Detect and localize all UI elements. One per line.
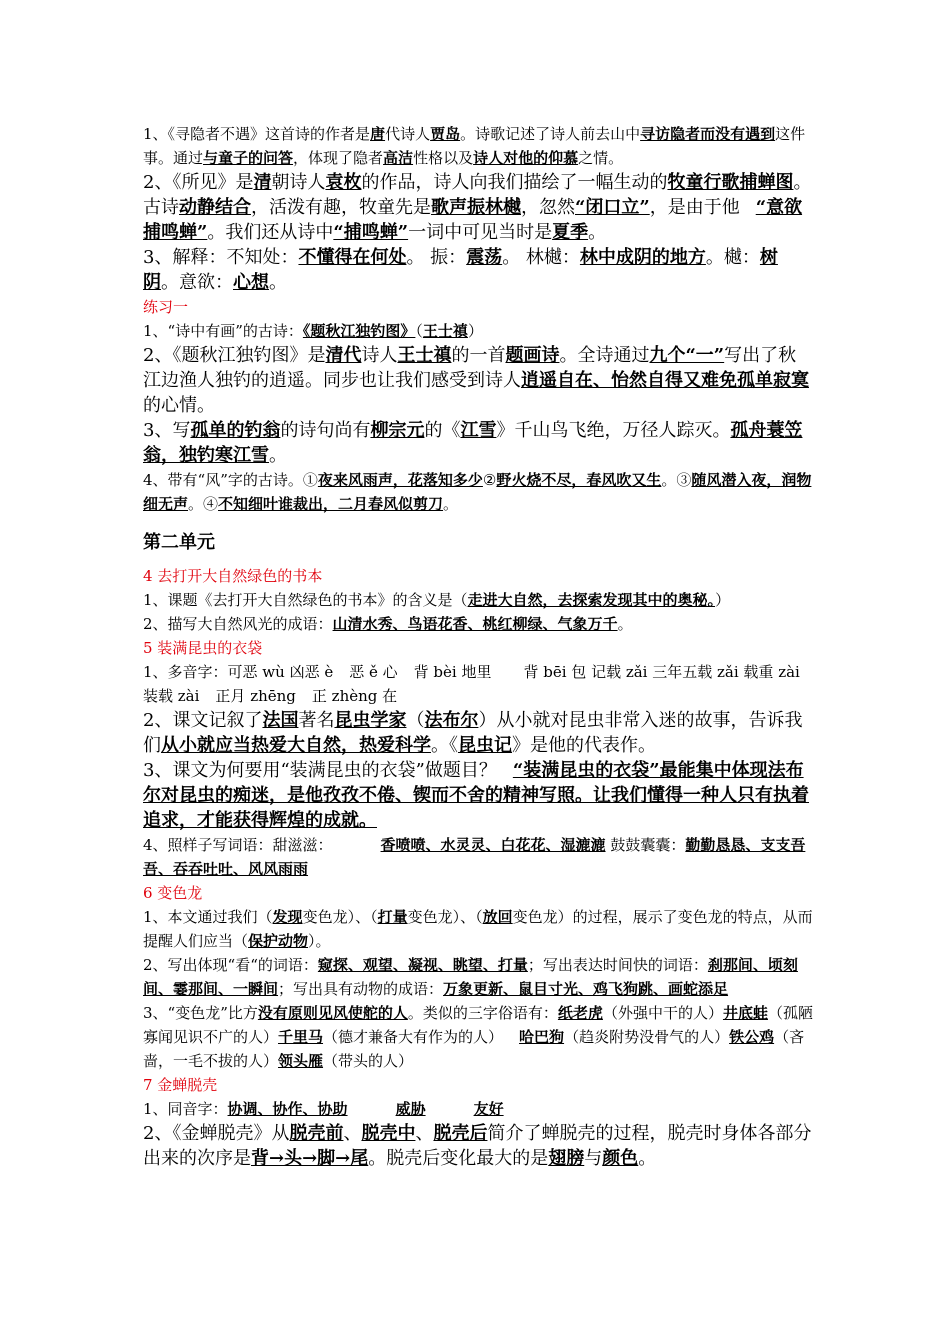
poem-q1: 1、《寻隐者不遇》这首诗的作者是唐代诗人贾岛。诗歌记述了诗人前去山中寻访隐者而没有遇到这件事。通过与童子的问答，体现了隐者高洁性格以及诗人对他的仰慕之情。 [143,125,806,167]
lesson-6-q1: 1、本文通过我们（发现变色龙）、（打量变色龙）、（放回变色龙）的过程，展示了变色龙的特点，从而提醒人们应当（保护动物）。 [143,908,813,950]
lesson-7-q1: 1、同音字：协调、协作、协助 威胁 友好 [143,1100,504,1118]
practice-q2: 2、《题秋江独钓图》是清代诗人王士禛的一首题画诗。全诗通过九个“一”写出了秋江边渔人独钓的逍遥。同步也让我们感受到诗人逍遥自在、怡然自得又难免孤单寂寞的心情。 [143,345,809,416]
lesson-4-title: 4 去打开大自然绿色的书本 [143,567,323,585]
practice-one-heading: 练习一 [143,298,189,316]
poem-q3: 3、解释：不知处：不懂得在何处。 振：震荡。 林樾：林中成阴的地方。樾：树阴。意欲：心想。 [143,247,778,293]
lesson-6-q2: 2、写出体现“看“的词语：窥探、观望、凝视、眺望、打量；写出表达时间快的词语：刹那间、顷刻间、霎那间、一瞬间；写出具有动物的成语：万象更新、鼠目寸光、鸡飞狗跳、画蛇添足 [143,956,798,998]
document-page [143,122,813,1171]
lesson-4-q2: 2、描写大自然风光的成语：山清水秀、鸟语花香、桃红柳绿、气象万千。 [143,615,633,633]
practice-q1: 1、“诗中有画”的古诗：《题秋江独钓图》（王士禛） [143,322,483,340]
unit-two-heading: 第二单元 [143,532,215,553]
lesson-5-title: 5 装满昆虫的衣袋 [143,639,263,657]
practice-q4: 4、带有“风”字的古诗。①夜来风雨声，花落知多少②野火烧不尽，春风吹又生。③随风潜入夜，润物细无声。④不知细叶谁裁出，二月春风似剪刀。 [143,471,812,513]
lesson-6-q3: 3、“变色龙”比方没有原则见风使舵的人。类似的三字俗语有：纸老虎（外强中干的人）井底蛙（孤陋寡闻见识不广的人）千里马（德才兼备大有作为的人） 哈巴狗（趋炎附势没骨气的人）铁公鸡（吝啬，一毛不拔的人）领头雁（带头的人） [143,1004,813,1070]
lesson-5-q3: 3、课文为何要用“装满昆虫的衣袋”做题目？ “装满昆虫的衣袋”最能集中体现法布尔对昆虫的痴迷，是他孜孜不倦、锲而不舍的精神写照。让我们懂得一种人只有执着追求，才能获得辉煌的成就。 [143,760,809,831]
lesson-7-title: 7 金蝉脱壳 [143,1076,218,1094]
lesson-7-q2: 2、《金蝉脱壳》从脱壳前、脱壳中、脱壳后简介了蝉脱壳的过程，脱壳时身体各部分出来的次序是背→头→脚→尾。脱壳后变化最大的是翅膀与颜色。 [143,1123,812,1169]
lesson-5-q1: 1、多音字：可恶 wù 凶恶 è 恶 ě 心 背 bèi 地里 背 bēi 包 记载 zǎi 三年五载 zǎi 载重 zài 装载 zài 正月 zhēng 正 zhèng 在 [143,663,800,705]
lesson-5-q4: 4、照样子写词语：甜滋滋： 香喷喷、水灵灵、白花花、湿漉漉 鼓鼓囊囊：勤勤恳恳、支支吾吾、吞吞吐吐、风风雨雨 [143,836,806,878]
lesson-4-q1: 1、课题《去打开大自然绿色的书本》的含义是（走进大自然，去探索发现其中的奥秘。） [143,591,731,609]
poem-q2: 2、《所见》是清朝诗人袁枚的作品，诗人向我们描绘了一幅生动的牧童行歌捕蝉图。古诗动静结合，活泼有趣，牧童先是歌声振林樾，忽然“闭口立”，是由于他 “意欲捕鸣蝉”。我们还从诗中“捕鸣蝉”一词中可见当时是夏季。 [143,172,812,243]
practice-q3: 3、写孤单的钓翁的诗句尚有柳宗元的《江雪》千山鸟飞绝，万径人踪灭。孤舟蓑笠翁，独钓寒江雪。 [143,420,803,466]
lesson-5-q2: 2、课文记叙了法国著名昆虫学家（法布尔）从小就对昆虫非常入迷的故事，告诉我们从小就应当热爱大自然，热爱科学。《昆虫记》是他的代表作。 [143,710,803,756]
lesson-6-title: 6 变色龙 [143,884,203,902]
